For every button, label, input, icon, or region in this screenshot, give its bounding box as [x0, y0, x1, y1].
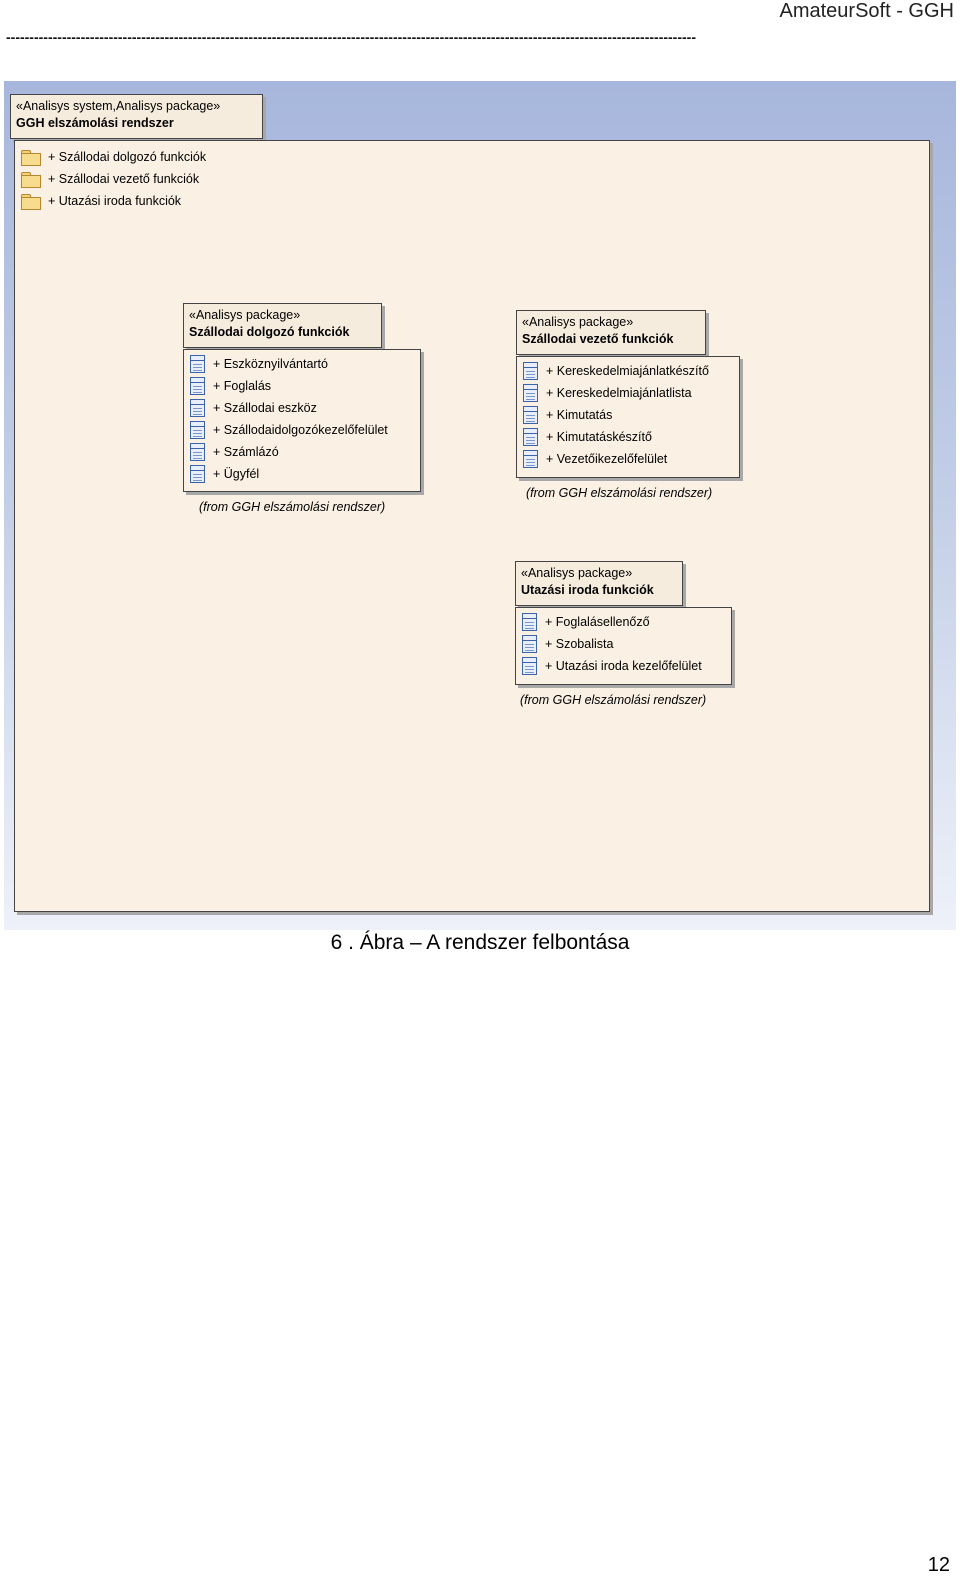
class-icon [523, 450, 538, 468]
class-item [522, 655, 702, 677]
class-item [523, 360, 709, 382]
class-icon [523, 362, 538, 380]
root-package-item [21, 190, 181, 212]
class-icon [190, 399, 205, 417]
root-package-item-label: + Szállodai vezető funkciók [48, 172, 200, 186]
root-package-tab [10, 94, 263, 139]
class-item [190, 441, 279, 463]
class-icon [190, 443, 205, 461]
package-stereotype: «Analisys package» [522, 315, 634, 329]
figure-caption: 6 . Ábra – A rendszer felbontása [330, 931, 630, 954]
class-item-label: + Szállodaidolgozókezelőfelület [213, 423, 388, 437]
package-tab-hotel-staff [183, 303, 382, 348]
class-item-label: + Kimutatás [546, 408, 613, 422]
class-icon [190, 377, 205, 395]
folder-icon [21, 194, 40, 209]
class-icon [190, 421, 205, 439]
uml-package-diagram [4, 81, 956, 930]
class-item-label: + Kereskedelmiajánlatkészítő [546, 364, 709, 378]
class-icon [522, 613, 537, 631]
class-item-label: + Kereskedelmiajánlatlista [546, 386, 692, 400]
package-tab-travel-agency [515, 561, 683, 606]
root-package-name: GGH elszámolási rendszer [16, 116, 174, 130]
class-item [523, 404, 612, 426]
class-item-label: + Foglalás [213, 379, 272, 393]
package-body-hotel-staff [183, 349, 421, 492]
package-from-note: (from GGH elszámolási rendszer) [199, 500, 386, 514]
class-item [523, 382, 692, 404]
class-icon [523, 384, 538, 402]
package-name: Szállodai vezető funkciók [522, 332, 674, 346]
class-item-label: + Számlázó [213, 445, 279, 459]
class-item [523, 426, 652, 448]
package-tab-hotel-manager [516, 310, 706, 355]
package-from-note: (from GGH elszámolási rendszer) [526, 486, 713, 500]
package-name: Szállodai dolgozó funkciók [189, 325, 350, 339]
package-name: Utazási iroda funkciók [521, 583, 654, 597]
folder-icon [21, 150, 40, 165]
class-item-label: + Szobalista [545, 637, 614, 651]
class-icon [522, 635, 537, 653]
class-item [190, 375, 271, 397]
class-item [522, 611, 650, 633]
page-number: 12 [927, 1554, 950, 1576]
root-package-item [21, 146, 206, 168]
package-body-travel-agency [515, 607, 732, 685]
class-item [190, 353, 328, 375]
class-item [190, 397, 317, 419]
package-body-hotel-manager [516, 356, 740, 478]
class-item-label: + Vezetőikezelőfelület [546, 452, 668, 466]
root-package-item [21, 168, 199, 190]
class-item-label: + Szállodai eszköz [213, 401, 317, 415]
class-item [190, 419, 388, 441]
class-icon [190, 465, 205, 483]
class-icon [523, 428, 538, 446]
root-package-item-label: + Szállodai dolgozó funkciók [48, 150, 207, 164]
class-item-label: + Ügyfél [213, 467, 260, 481]
class-icon [522, 657, 537, 675]
class-item-label: + Eszköznyilvántartó [213, 357, 328, 371]
package-stereotype: «Analisys package» [521, 566, 633, 580]
package-stereotype: «Analisys package» [189, 308, 301, 322]
header-divider: ---------------------------------------------------------------------------------------------------------------------------------------------------- [6, 30, 696, 44]
folder-icon [21, 172, 40, 187]
class-item [190, 463, 259, 485]
class-item-label: + Kimutatáskészítő [546, 430, 652, 444]
page-header-title: AmateurSoft - GGH [779, 0, 954, 22]
package-from-note: (from GGH elszámolási rendszer) [520, 693, 707, 707]
class-item [523, 448, 667, 470]
class-item-label: + Foglalásellenőző [545, 615, 650, 629]
root-package-stereotype: «Analisys system,Analisys package» [16, 99, 221, 113]
root-package-item-label: + Utazási iroda funkciók [48, 194, 182, 208]
class-item [522, 633, 613, 655]
class-icon [523, 406, 538, 424]
class-item-label: + Utazási iroda kezelőfelület [545, 659, 702, 673]
root-package-body [14, 140, 930, 912]
class-icon [190, 355, 205, 373]
